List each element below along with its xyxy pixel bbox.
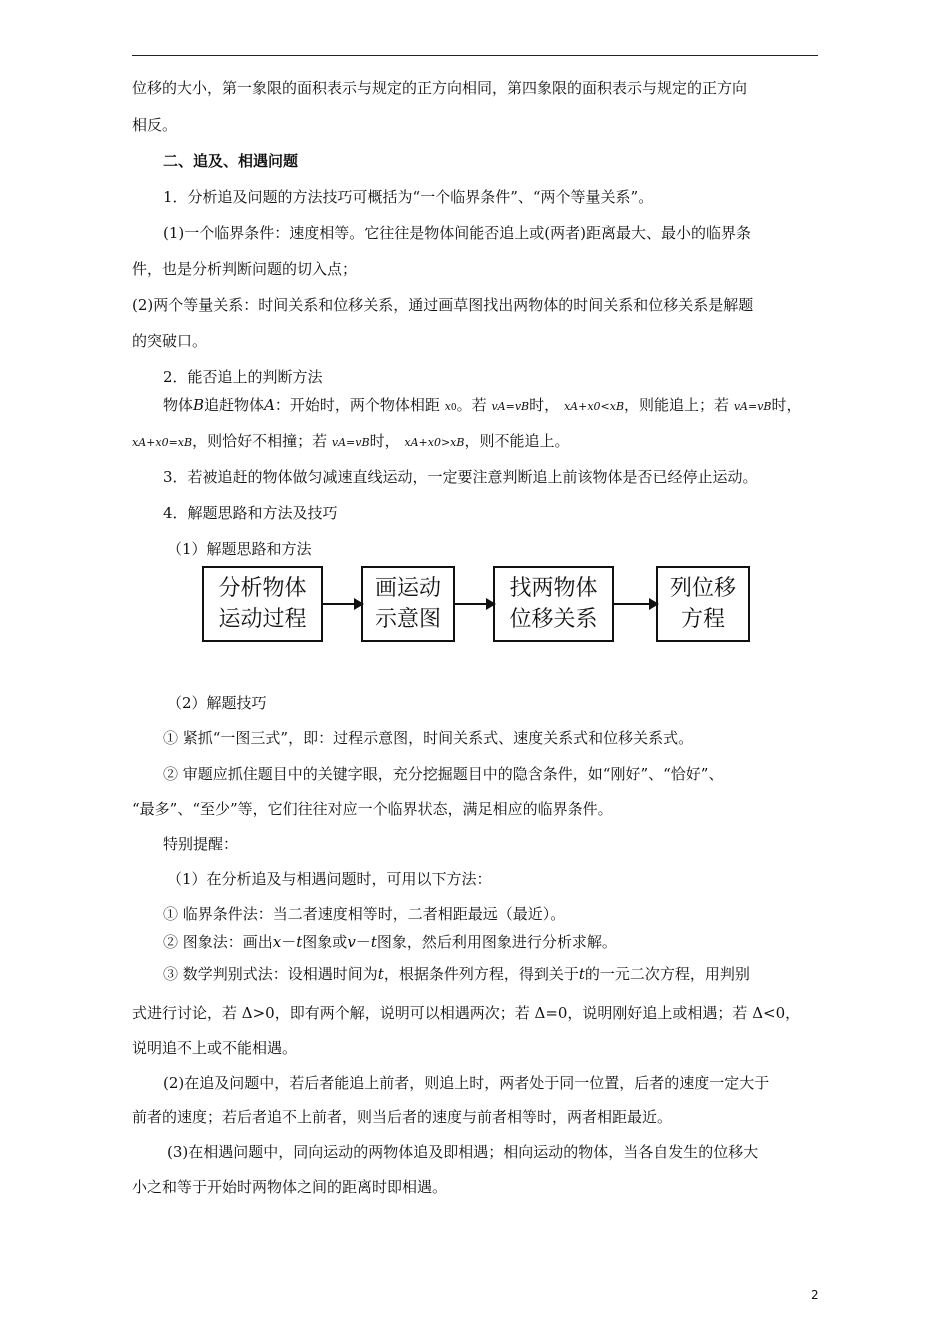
text-line: 3．若被追赶的物体做匀减速直线运动，一定要注意判断追上前该物体是否已经停止运动。 <box>163 468 758 486</box>
eq: = <box>505 400 515 413</box>
var-t: t <box>377 965 384 983</box>
var-t: t <box>370 933 377 951</box>
text-line: （1）解题思路和方法 <box>167 540 312 558</box>
dash: － <box>281 933 297 951</box>
text: ：开始时，两个物体相距 <box>274 396 440 414</box>
flow-box-draw <box>361 566 455 642</box>
text-line: 2．能否追上的判断方法 <box>163 368 323 386</box>
dash: － <box>355 933 371 951</box>
text: ，则能追上；若 <box>624 396 730 414</box>
var-vA: vA <box>491 400 506 413</box>
text: 时， <box>369 432 400 450</box>
flow-box-text: 找两物体 <box>509 576 598 601</box>
quad-method-line <box>163 964 853 984</box>
var-vA: vA <box>733 400 748 413</box>
text-line: ② 审题应抓住题目中的关键字眼，充分挖掘题目中的隐含条件，如“刚好”、“恰好”、 <box>163 765 724 783</box>
text: 图象，然后利用图象进行分析求解。 <box>376 933 617 951</box>
eq: = <box>346 436 356 449</box>
text-line: （1）在分析追及与相遇问题时，可用以下方法： <box>167 870 492 888</box>
judge-line-2 <box>132 431 822 453</box>
text-line: 小之和等于开始时两物体之间的距离时即相遇。 <box>132 1178 448 1196</box>
text-line: (2)两个等量关系：时间关系和位移关系，通过画草图找出两物体的时间关系和位移关系是解题 <box>132 296 754 314</box>
var-t: t <box>296 933 303 951</box>
section-heading: 二、追及、相遇问题 <box>163 152 299 170</box>
text: 物体 <box>163 396 194 414</box>
text: ，则恰好不相撞；若 <box>192 432 328 450</box>
flowchart <box>202 566 750 646</box>
var-t: t <box>578 965 585 983</box>
text-line: 说明追不上或不能相遇。 <box>132 1039 298 1057</box>
text-line: 相反。 <box>132 116 178 134</box>
text-line: 特别提醒： <box>163 835 239 853</box>
condition: xA+x0>xB <box>404 436 465 449</box>
flow-box-text: 分析物体 <box>218 576 307 601</box>
judge-line-1 <box>163 395 853 418</box>
text-line: 的突破口。 <box>132 332 208 350</box>
var-vB: vB <box>514 400 530 413</box>
text: 时， <box>771 396 802 414</box>
page-number: 2 <box>811 1288 819 1302</box>
text: 。若 <box>456 396 487 414</box>
text-line: (3)在相遇问题中，同向运动的两物体追及即相遇；相向运动的物体，当各自发生的位移大 <box>167 1143 759 1161</box>
flow-arrow <box>323 603 361 605</box>
condition: xA+x0<xB <box>563 400 625 413</box>
text-line: 4．解题思路和方法及技巧 <box>163 504 338 522</box>
flow-box-text: 画运动 <box>374 576 441 601</box>
text: 时， <box>529 396 560 414</box>
text: ，则不能追上。 <box>464 432 570 450</box>
text: ② 图象法：画出 <box>163 933 273 951</box>
flow-box-text: 示意图 <box>374 607 441 632</box>
flow-box-find <box>493 566 614 642</box>
var-vB: vB <box>757 400 772 413</box>
eq: = <box>748 400 758 413</box>
flow-box-text: 列位移 <box>669 576 736 601</box>
text-line: 前者的速度；若后者追不上前者，则当后者的速度与前者相等时，两者相距最近。 <box>132 1108 673 1126</box>
text: 图象或 <box>302 933 348 951</box>
flow-box-text: 运动过程 <box>218 607 307 632</box>
text-line: 件，也是分析判断问题的切入点； <box>132 260 358 278</box>
text: 的一元二次方程，用判别 <box>584 965 750 983</box>
flow-arrow <box>614 603 656 605</box>
text-line: ① 紧抓“一图三式”，即：过程示意图，时间关系式、速度关系式和位移关系式。 <box>163 729 694 747</box>
text-line: “最多”、“至少”等，它们往往对应一个临界状态，满足相应的临界条件。 <box>132 800 613 818</box>
var-v: v <box>347 933 356 951</box>
var-vA: vA <box>331 436 347 449</box>
text-line: (2)在追及问题中，若后者能追上前者，则追上时，两者处于同一位置，后者的速度一定大于 <box>163 1074 770 1092</box>
graph-method-line <box>163 932 853 952</box>
text: 追赶物体 <box>204 396 265 414</box>
flow-box-text: 位移关系 <box>509 607 598 632</box>
header-rule <box>132 55 818 56</box>
flow-box-analyze <box>202 566 323 642</box>
flow-arrow <box>455 603 493 605</box>
text-line: 式进行讨论，若 Δ>0，即有两个解，说明可以相遇两次；若 Δ=0，说明刚好追上或相遇；若 Δ<0， <box>132 1004 801 1022</box>
text-line: (1)一个临界条件：速度相等。它往往是物体间能否追上或(两者)距离最大、最小的临界条 <box>163 224 751 242</box>
var-vB: vB <box>355 436 370 449</box>
flow-box-equation <box>656 566 750 642</box>
var-B: B <box>193 396 205 414</box>
text-line: 1．分析追及问题的方法技巧可概括为“一个临界条件”、“两个等量关系”。 <box>163 188 654 206</box>
condition: xA+x0=xB <box>132 436 193 449</box>
text: ③ 数学判别式法：设相遇时间为 <box>163 965 378 983</box>
text-line: ① 临界条件法：当二者速度相等时，二者相距最远（最近）。 <box>163 905 566 923</box>
var-A: A <box>264 396 275 414</box>
flow-box-text: 方程 <box>680 607 725 632</box>
var-x: x <box>272 933 282 951</box>
text-line: 位移的大小，第一象限的面积表示与规定的正方向相同，第四象限的面积表示与规定的正方向 <box>132 79 748 97</box>
sub-0: 0 <box>450 403 457 413</box>
text: ，根据条件列方程，得到关于 <box>383 965 579 983</box>
var-x0: x <box>444 400 451 413</box>
text-line: （2）解题技巧 <box>167 694 267 712</box>
